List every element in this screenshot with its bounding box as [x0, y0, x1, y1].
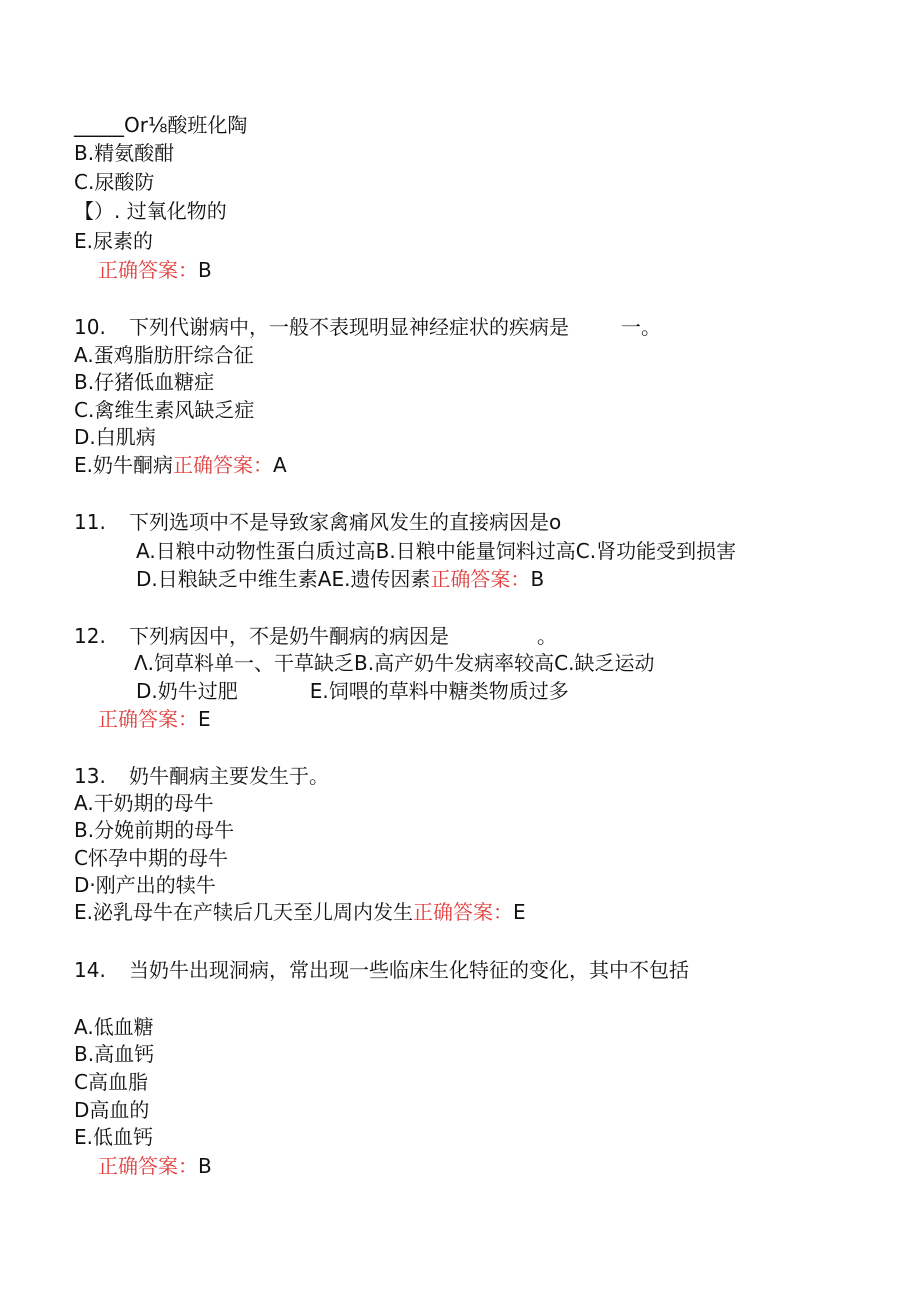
answer-value: E [513, 900, 526, 924]
option-c-text: C高血脂 [74, 1070, 148, 1094]
option-c-text: C.尿酸防 [74, 170, 155, 194]
option-b-text: B.精氨酸酣 [74, 141, 175, 165]
question-14-stem [74, 957, 689, 983]
question-number: 10. [74, 315, 106, 339]
question-10-stem [74, 314, 661, 340]
question-number: 12. [74, 624, 106, 648]
option-e-text: E.低血钙 [74, 1125, 153, 1149]
option-b-text: B.仔猪低血糖症 [74, 370, 215, 394]
answer-label: 正确答案： [98, 707, 198, 731]
answer-line [98, 257, 212, 283]
answer-label: 正确答案： [430, 567, 531, 591]
option-a-text: A.蛋鸡脂肪肝综合征 [74, 343, 254, 367]
option-e-text: E.奶牛酮病 [74, 453, 173, 477]
answer-value: B [198, 258, 212, 282]
question-text: 下列选项中不是导致家禽痛风发生的直接病因是o [129, 510, 562, 534]
answer-value: E [198, 707, 211, 731]
question-text-end: 。 [537, 624, 557, 648]
option-d-text: D.白肌病 [74, 425, 156, 449]
answer-value: B [198, 1154, 212, 1178]
options-line-1: A.日粮中动物性蛋白质过高B.日粮中能量饲料过高C.肾功能受到损害 [136, 539, 737, 563]
answer-line [98, 1153, 212, 1179]
question-12-stem [74, 623, 557, 649]
option-a-text: _____Or⅛酸班化陶 [74, 113, 248, 137]
question-text: 当奶牛出现洞病，常出现一些临床生化特征的变化，其中不包括 [129, 958, 689, 982]
option-a-text: A.干奶期的母牛 [74, 791, 214, 815]
answer-value: A [273, 453, 287, 477]
options-line-1: Λ.饲草料单一、干草缺乏B.高产奶牛发病率较高C.缺乏运动 [134, 651, 655, 675]
answer-label: 正确答案： [413, 900, 513, 924]
option-c-text: C.禽维生素风缺乏症 [74, 398, 255, 422]
question-number: 14. [74, 958, 106, 982]
option-a-text: A.低血糖 [74, 1015, 154, 1039]
answer-value: B [530, 567, 545, 591]
answer-label: 正确答案： [173, 453, 273, 477]
option-e-text: E.尿素的 [74, 229, 153, 253]
option-b-text: B.高血钙 [74, 1042, 155, 1066]
question-number: 11. [74, 510, 106, 534]
option-c-text: C怀孕中期的母牛 [74, 846, 228, 870]
option-d-text: D.奶牛过肥 [136, 679, 238, 703]
question-text: 下列病因中，不是奶牛酮病的病因是 [129, 624, 449, 648]
answer-label: 正确答案： [98, 1154, 198, 1178]
option-d-text: D·刚产出的犊牛 [74, 873, 216, 897]
question-text: 下列代谢病中，一般不表现明显神经症状的疾病是 [129, 315, 569, 339]
option-e-text: E.饲喂的草料中糖类物质过多 [309, 679, 569, 703]
options-line-2 [136, 678, 569, 704]
option-d-text: D高血的 [74, 1098, 150, 1122]
question-text: 奶牛酮病主要发生于。 [129, 764, 329, 788]
option-e-with-answer [74, 452, 287, 478]
question-13-stem [74, 763, 329, 789]
option-b-text: B.分娩前期的母牛 [74, 818, 235, 842]
question-11-stem [74, 509, 561, 535]
option-e-with-answer [74, 899, 526, 925]
option-e-text: E.泌乳母牛在产犊后几天至儿周内发生 [74, 900, 413, 924]
question-text-end: 一。 [621, 315, 661, 339]
answer-line [98, 706, 211, 732]
options-line-2 [136, 566, 544, 592]
answer-label: 正确答案： [98, 258, 198, 282]
option-d-text: 【）. 过氧化物的 [74, 199, 227, 223]
options-text: D.日粮缺乏中维生素AE.遗传因素 [136, 567, 431, 591]
question-number: 13. [74, 764, 106, 788]
